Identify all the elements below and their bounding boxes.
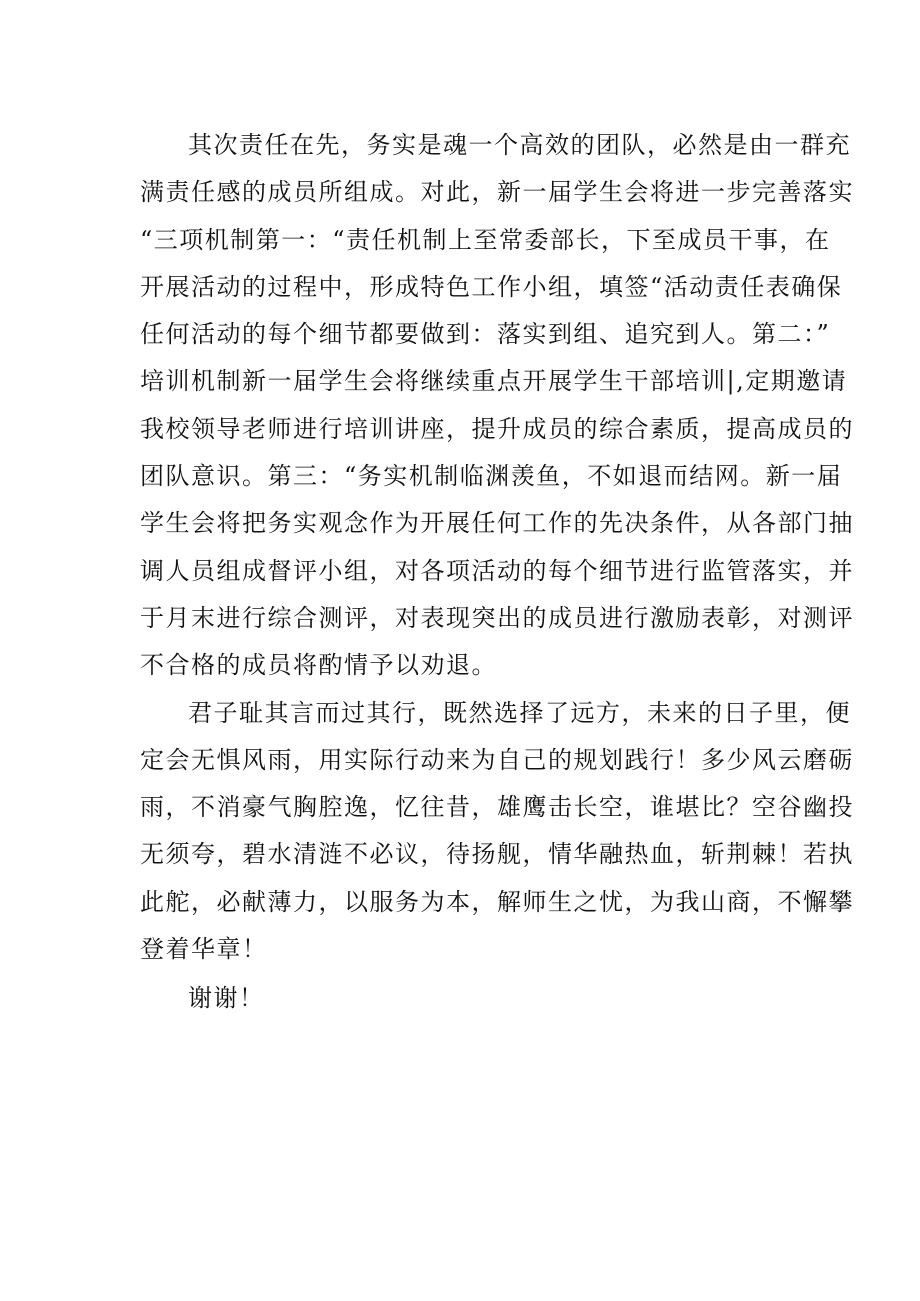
text-line: 不合格的成员将酌情予以劝退。 [140, 651, 497, 680]
text-line: 定会无惧风雨，用实际行动来为自己的规划践行！多少风云磨砺 [140, 745, 854, 774]
text-line: 雨，不消豪气胸腔逸，忆往昔，雄鹰击长空，谁堪比？空谷幽投 [140, 793, 854, 822]
closing-thanks: 谢谢！ [188, 984, 265, 1013]
text-line: 满责任感的成员所组成。对此，新一届学生会将进一步完善落实 [140, 178, 854, 207]
text-line: 任何活动的每个细节都要做到：落实到组、追究到人。第二：” [140, 320, 831, 349]
text-line: 此舵，必献薄力，以服务为本，解师生之忧，为我山商，不懈攀 [140, 887, 854, 916]
text-line: 登着华章！ [140, 935, 268, 964]
text-line: 团队意识。第三：“务实机制临渊羡鱼，不如退而结网。新一届 [140, 462, 843, 491]
text-line: “三项机制第一：“责任机制上至常委部长，下至成员干事，在 [140, 225, 831, 254]
text-line: 我校领导老师进行培训讲座，提升成员的综合素质，提高成员的 [140, 414, 854, 443]
text-line: 开展活动的过程中，形成特色工作小组，填签“活动责任表确保 [140, 272, 843, 301]
document-body [140, 122, 854, 1023]
paragraph-responsibility [140, 122, 854, 690]
text-line: 调人员组成督评小组，对各项活动的每个细节进行监管落实，并 [140, 556, 854, 585]
text-line: 无须夸，碧水清涟不必议，待扬舰，情华融热血，斩荆棘！若执 [140, 840, 854, 869]
paragraph-conclusion [140, 690, 854, 974]
text-line: 培训机制新一届学生会将继续重点开展学生干部培训|,定期邀请 [140, 367, 848, 396]
text-line: 于月末进行综合测评，对表现突出的成员进行激励表彰，对测评 [140, 603, 854, 632]
text-line: 学生会将把务实观念作为开展任何工作的先决条件，从各部门抽 [140, 509, 854, 538]
text-line: 其次责任在先，务实是魂一个高效的团队，必然是由一群充 [188, 131, 851, 159]
text-line: 君子耻其言而过其行，既然选择了远方，未来的日子里，便 [188, 698, 851, 727]
